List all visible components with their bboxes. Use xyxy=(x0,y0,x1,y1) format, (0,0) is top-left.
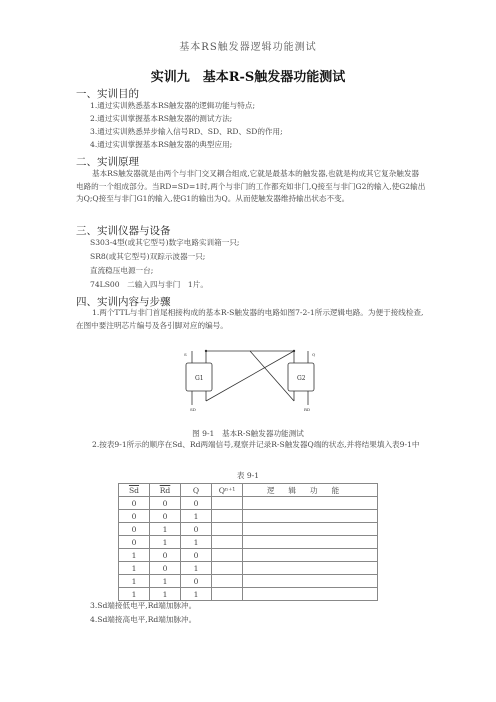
objective-item: 2.通过实训掌握基本RS触发器的测试方法; xyxy=(90,114,233,123)
table-row xyxy=(119,497,378,510)
col-header-q: Q xyxy=(181,484,212,497)
gate-g1-label: G1 xyxy=(195,375,204,382)
page-header: 基本RS触发器逻辑功能测试 xyxy=(179,42,317,53)
cell-rd: 1 xyxy=(150,575,181,588)
cell-rd: 1 xyxy=(150,536,181,549)
cell-rd: 0 xyxy=(150,497,181,510)
label-s: S xyxy=(184,352,187,357)
figure-caption: 图 9-1 基本R-S触发器功能测试 xyxy=(192,429,304,438)
table-row xyxy=(119,575,378,588)
cell-logic[interactable] xyxy=(243,575,378,588)
cell-q: 1 xyxy=(181,510,212,523)
truth-table xyxy=(118,483,378,601)
rs-flipflop-circuit-diagram xyxy=(170,345,330,415)
cell-q: 0 xyxy=(181,575,212,588)
col-header-sd: $\overline{Sd}$ xyxy=(119,484,150,497)
cell-q: 1 xyxy=(181,536,212,549)
cross-wire xyxy=(206,351,294,401)
equipment-item: 直流稳压电源一台; xyxy=(90,266,154,275)
cell-sd: 1 xyxy=(119,575,150,588)
cell-sd: 1 xyxy=(119,549,150,562)
cell-logic[interactable] xyxy=(243,549,378,562)
cell-q: 0 xyxy=(181,497,212,510)
section-heading-objectives: 一、实训目的 xyxy=(76,88,139,100)
col-header-rd: $\overline{Rd}$ xyxy=(150,484,181,497)
cell-q: 1 xyxy=(181,562,212,575)
cell-logic[interactable] xyxy=(243,510,378,523)
cell-rd: 0 xyxy=(150,549,181,562)
cell-qn1[interactable] xyxy=(212,523,243,536)
table-row xyxy=(119,562,378,575)
label-sd: SD xyxy=(190,407,196,412)
cell-rd: 1 xyxy=(150,588,181,601)
section-heading-steps: 四、实训内容与步骤 xyxy=(76,296,171,308)
cell-sd: 1 xyxy=(119,588,150,601)
cell-qn1[interactable] xyxy=(212,549,243,562)
gate-g2-label: G2 xyxy=(297,375,306,382)
cell-sd: 1 xyxy=(119,562,150,575)
equipment-item: SR8(或其它型号)双踪示波器一只; xyxy=(90,252,206,261)
table-row xyxy=(119,523,378,536)
section-heading-principle: 二、实训原理 xyxy=(76,156,139,168)
cell-logic[interactable] xyxy=(243,497,378,510)
cell-rd: 1 xyxy=(150,523,181,536)
cell-sd: 0 xyxy=(119,523,150,536)
cell-q: 1 xyxy=(181,588,212,601)
table-header-row xyxy=(119,484,378,497)
cell-sd: 0 xyxy=(119,497,150,510)
table-caption: 表 9-1 xyxy=(236,471,260,480)
page-title: 实训九 基本R-S触发器功能测试 xyxy=(150,70,346,85)
col-header-logic: 逻辑功能 xyxy=(243,484,378,497)
objective-item: 1.通过实训熟悉基本RS触发器的逻辑功能与特点; xyxy=(90,101,256,110)
step-3-text: 3.Sd端接低电平,Rd端加脉冲。 xyxy=(90,601,197,610)
cell-q: 0 xyxy=(181,549,212,562)
col-header-qn1: Qⁿ⁺¹ xyxy=(212,484,243,497)
table-row xyxy=(119,588,378,601)
step-1-text: 1.两个TTL与非门首尾相接构成的基本R-S触发器的电路如图7-2-1所示逻辑电路。为便于接线检查,在图中要注明芯片编号及各引脚对应的编号。 xyxy=(76,308,424,330)
step-4-text: 4.Sd端接高电平,Rd端加脉冲。 xyxy=(90,615,197,624)
label-q: Q xyxy=(312,352,316,357)
objective-item: 3.通过实训熟悉异步输入信号RD、SD、RD、SD的作用; xyxy=(90,127,283,136)
cell-qn1[interactable] xyxy=(212,588,243,601)
section-heading-equipment: 三、实训仪器与设备 xyxy=(76,225,171,237)
cell-qn1[interactable] xyxy=(212,497,243,510)
cell-logic[interactable] xyxy=(243,536,378,549)
cell-sd: 0 xyxy=(119,510,150,523)
cell-qn1[interactable] xyxy=(212,536,243,549)
principle-paragraph: 基本RS触发器就是由两个与非门交叉耦合组成,它就是最基本的触发器,也就是构成其它复杂触发器电路的一个组成部分。当RD=SD=1时,两个与非门的工作都充如非门,Q接至与非门G2的输入,使G2输出为Q;Q接至与非门G1的输入,使G1的输出为Q。从而使触发器维持输出状态不变。 xyxy=(76,169,426,204)
equipment-item: 74LS00 二输入四与非门 1片。 xyxy=(90,280,208,289)
step-2-text: 2.按表9-1所示的顺序在Sd、Rd两端信号,观察并记录R-S触发器Q端的状态,并将结果填入表9-1中 xyxy=(92,440,420,449)
label-rd: RD xyxy=(304,407,311,412)
objective-item: 4.通过实训掌握基本RS触发器的典型应用; xyxy=(90,140,233,149)
cell-logic[interactable] xyxy=(243,523,378,536)
cell-rd: 0 xyxy=(150,562,181,575)
cell-logic[interactable] xyxy=(243,588,378,601)
cell-qn1[interactable] xyxy=(212,510,243,523)
cell-sd: 0 xyxy=(119,536,150,549)
table-row xyxy=(119,510,378,523)
table-row xyxy=(119,536,378,549)
cell-qn1[interactable] xyxy=(212,575,243,588)
cell-logic[interactable] xyxy=(243,562,378,575)
cell-qn1[interactable] xyxy=(212,562,243,575)
cell-rd: 0 xyxy=(150,510,181,523)
cell-q: 0 xyxy=(181,523,212,536)
table-row xyxy=(119,549,378,562)
equipment-item: S303-4型(或其它型号)数字电路实训箱一只; xyxy=(90,238,240,247)
